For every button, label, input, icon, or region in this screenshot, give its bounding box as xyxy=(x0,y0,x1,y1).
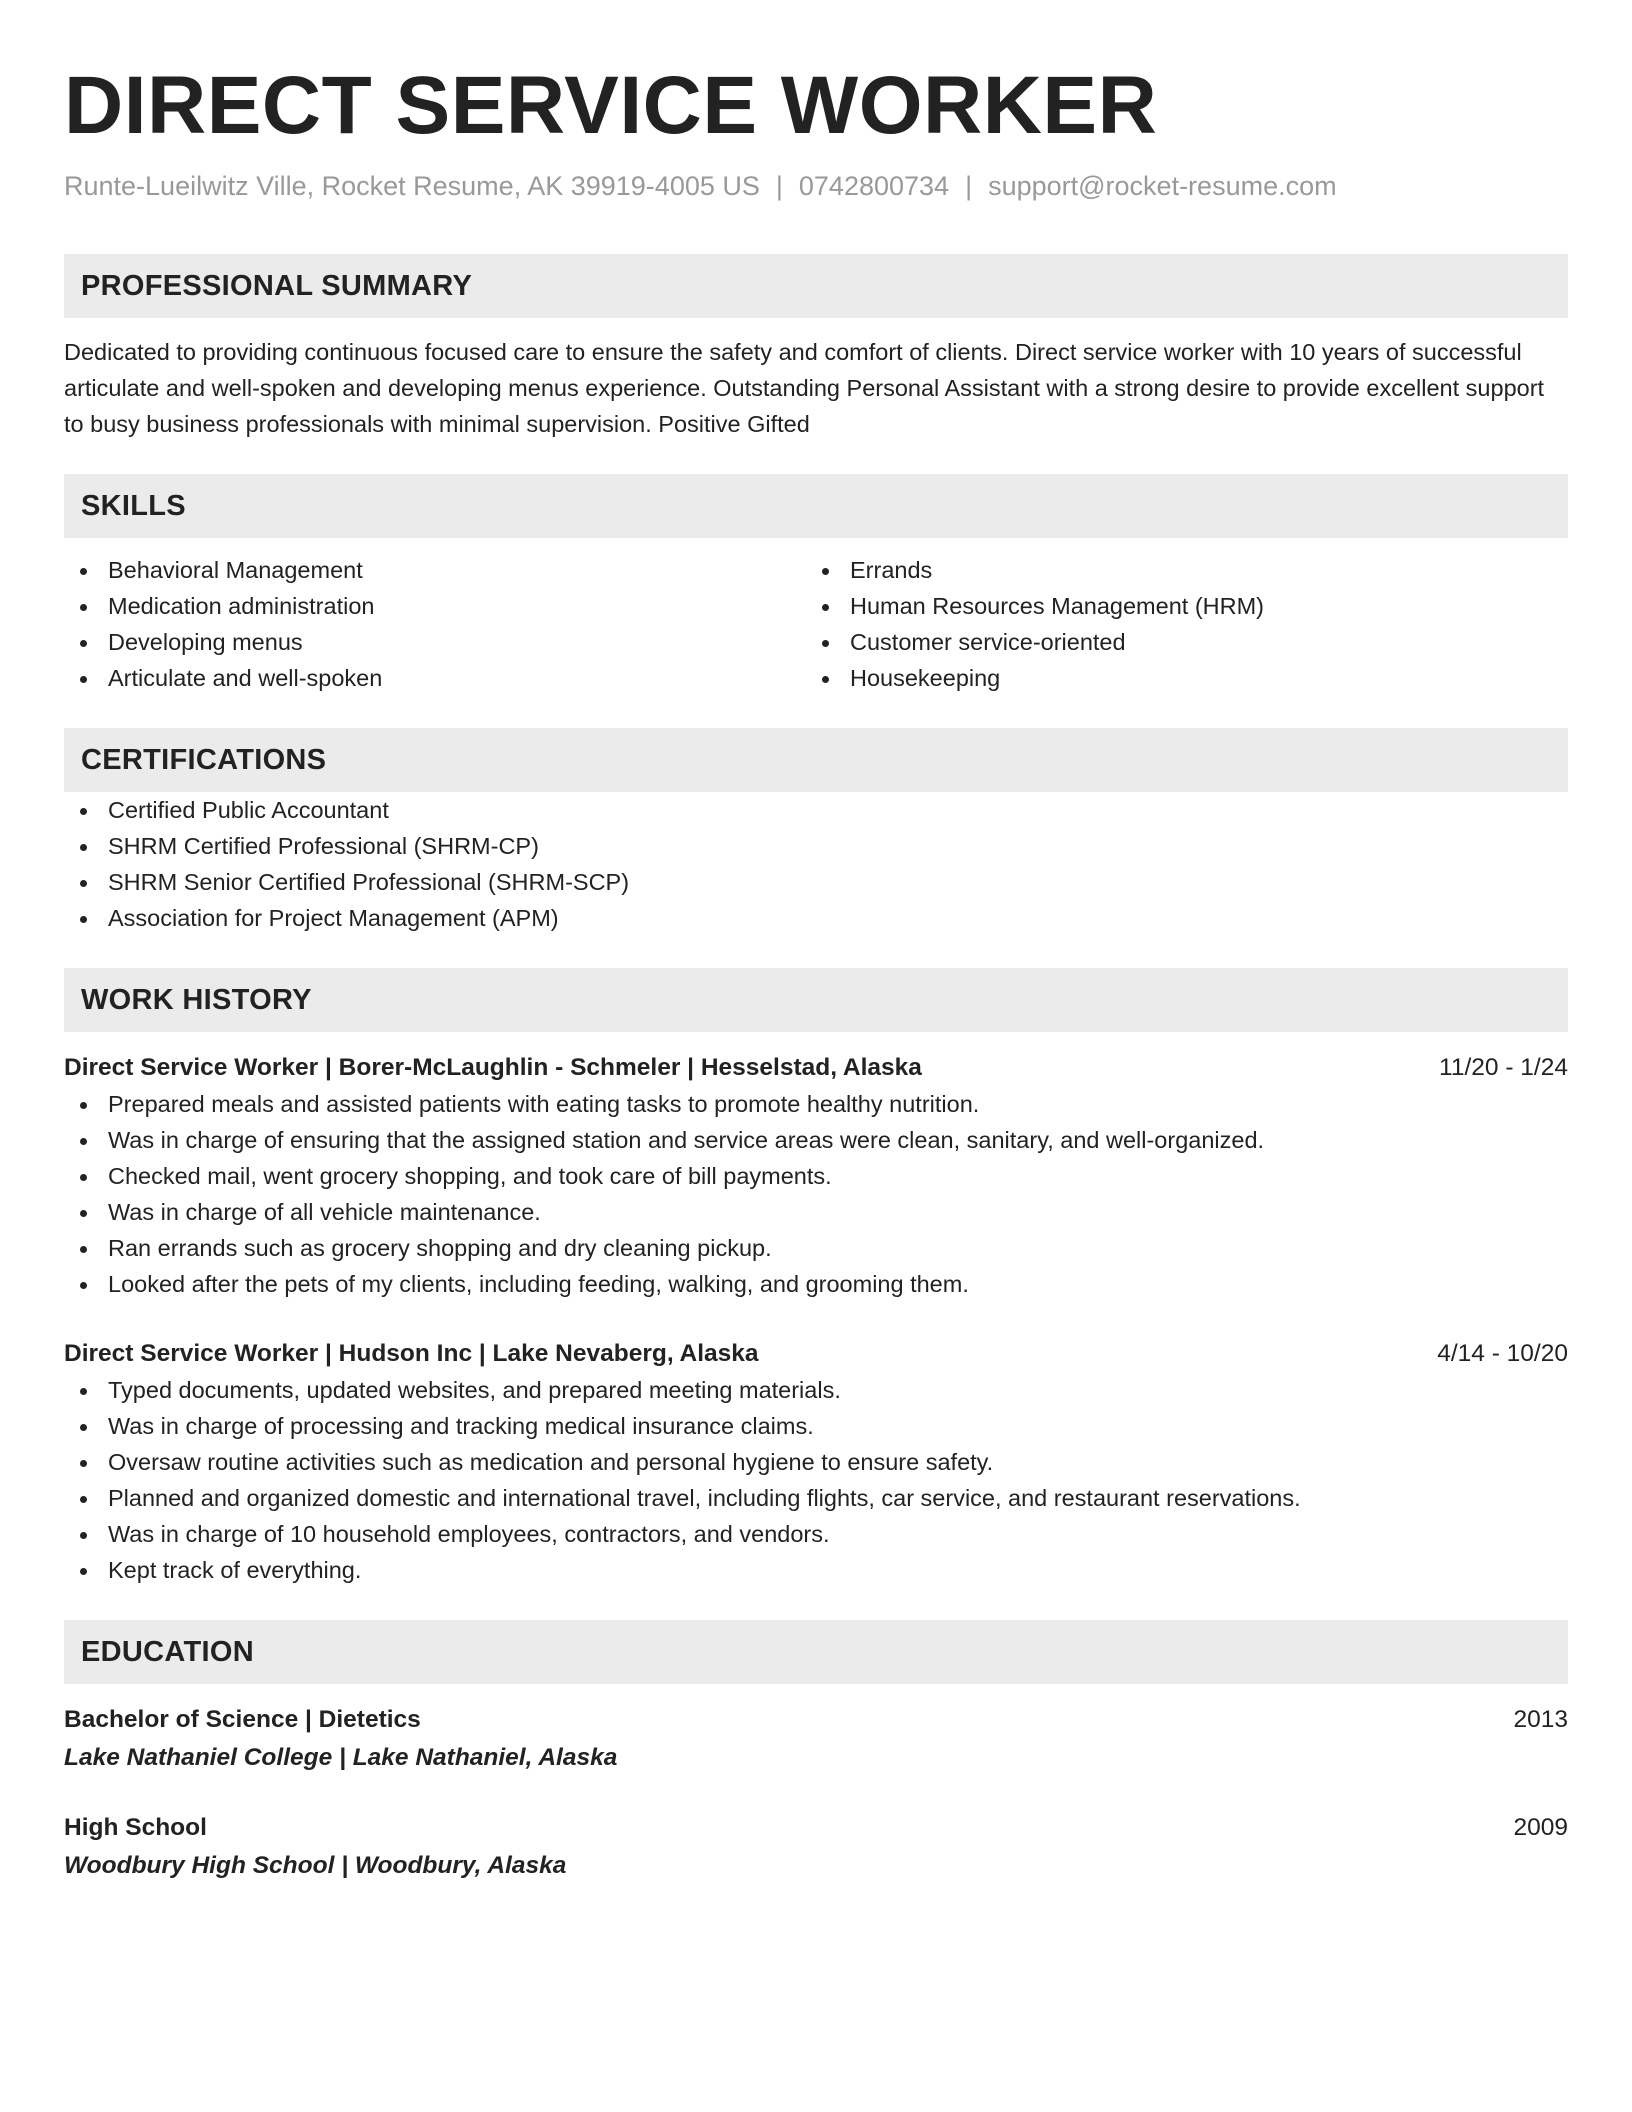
education-header xyxy=(64,1810,1568,1846)
job-header xyxy=(64,1050,1568,1086)
list-item: Prepared meals and assisted patients with eating tasks to promote healthy nutrition. xyxy=(64,1086,1568,1122)
education-school: Woodbury High School | Woodbury, Alaska xyxy=(64,1852,567,1879)
education-year: 2009 xyxy=(1513,1814,1568,1841)
job-entry xyxy=(64,1050,1568,1302)
skills-grid xyxy=(64,552,1568,696)
list-item: Certified Public Accountant xyxy=(64,792,1568,828)
summary-text: Dedicated to providing continuous focused care to ensure the safety and comfort of clients. Direct service worker with 10 years of successful articulate and well-spoken and developing menus experience. Outstanding Personal Assistant with a strong desire to provide excellent support to busy business professionals with minimal supervision. Positive Gifted xyxy=(64,339,1545,437)
certifications-list xyxy=(64,792,1568,936)
job-bullets xyxy=(64,1372,1568,1588)
section-header-summary: PROFESSIONAL SUMMARY xyxy=(64,254,1568,318)
contact-separator: | xyxy=(965,171,973,201)
contact-separator: | xyxy=(775,171,783,201)
education-degree: Bachelor of Science | Dietetics xyxy=(64,1706,421,1733)
job-dates: 4/14 - 10/20 xyxy=(1437,1340,1568,1367)
list-item: Oversaw routine activities such as medication and personal hygiene to ensure safety. xyxy=(64,1444,1568,1480)
list-item: Planned and organized domestic and international travel, including flights, car service, and restaurant reservations. xyxy=(64,1480,1568,1516)
resume-page xyxy=(64,58,1568,1884)
list-item: Looked after the pets of my clients, including feeding, walking, and grooming them. xyxy=(64,1266,1568,1302)
skills-column-left xyxy=(64,552,806,696)
job-dates: 11/20 - 1/24 xyxy=(1439,1054,1568,1081)
education-school: Lake Nathaniel College | Lake Nathaniel, Alaska xyxy=(64,1744,618,1771)
list-item: Housekeeping xyxy=(806,660,1548,696)
education-entry xyxy=(64,1702,1568,1776)
education-entry xyxy=(64,1810,1568,1884)
job-title: Direct Service Worker | Borer-McLaughlin - Schmeler | Hesselstad, Alaska xyxy=(64,1054,922,1081)
job-entry xyxy=(64,1336,1568,1588)
list-item: Errands xyxy=(806,552,1548,588)
contact-phone: 0742800734 xyxy=(798,171,950,201)
contact-address: Runte-Lueilwitz Ville, Rocket Resume, AK 39919-4005 US xyxy=(64,171,760,201)
list-item: Articulate and well-spoken xyxy=(64,660,806,696)
list-item: Was in charge of all vehicle maintenance. xyxy=(64,1194,1568,1230)
list-item: Human Resources Management (HRM) xyxy=(806,588,1548,624)
job-title: Direct Service Worker | Hudson Inc | Lake Nevaberg, Alaska xyxy=(64,1340,759,1367)
list-item: Behavioral Management xyxy=(64,552,806,588)
list-item: Association for Project Management (APM) xyxy=(64,900,1568,936)
list-item: Was in charge of 10 household employees, contractors, and vendors. xyxy=(64,1516,1568,1552)
section-header-work-history: WORK HISTORY xyxy=(64,968,1568,1032)
list-item: Developing menus xyxy=(64,624,806,660)
list-item: Customer service-oriented xyxy=(806,624,1548,660)
section-header-skills: SKILLS xyxy=(64,474,1568,538)
education-degree: High School xyxy=(64,1814,207,1841)
list-item: Was in charge of ensuring that the assigned station and service areas were clean, sanitary, and well-organized. xyxy=(64,1122,1568,1158)
list-item: Medication administration xyxy=(64,588,806,624)
list-item: Kept track of everything. xyxy=(64,1552,1568,1588)
job-bullets xyxy=(64,1086,1568,1302)
contact-email: support@rocket-resume.com xyxy=(988,171,1337,201)
list-item: SHRM Certified Professional (SHRM-CP) xyxy=(64,828,1568,864)
skills-column-right xyxy=(806,552,1548,696)
section-header-education: EDUCATION xyxy=(64,1620,1568,1684)
job-header xyxy=(64,1336,1568,1372)
education-year: 2013 xyxy=(1513,1706,1568,1733)
resume-name: DIRECT SERVICE WORKER xyxy=(64,60,1158,151)
section-header-certifications: CERTIFICATIONS xyxy=(64,728,1568,792)
list-item: Typed documents, updated websites, and prepared meeting materials. xyxy=(64,1372,1568,1408)
list-item: Checked mail, went grocery shopping, and took care of bill payments. xyxy=(64,1158,1568,1194)
education-header xyxy=(64,1702,1568,1738)
list-item: Was in charge of processing and tracking medical insurance claims. xyxy=(64,1408,1568,1444)
contact-line xyxy=(64,168,1568,204)
list-item: SHRM Senior Certified Professional (SHRM-SCP) xyxy=(64,864,1568,900)
list-item: Ran errands such as grocery shopping and dry cleaning pickup. xyxy=(64,1230,1568,1266)
